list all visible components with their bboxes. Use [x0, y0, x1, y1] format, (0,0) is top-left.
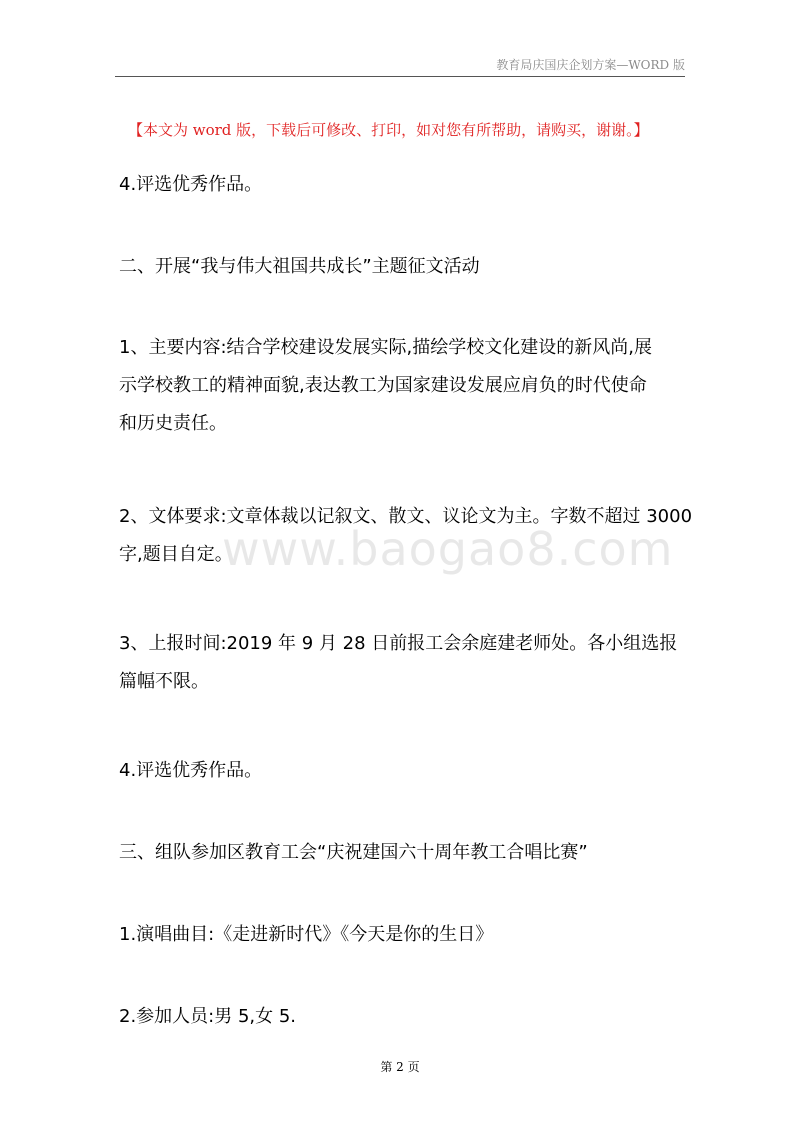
paragraph-item-4-select-works	[119, 166, 691, 204]
paragraph-line: 1、主要内容:结合学校建设发展实际,描绘学校文化建设的新风尚,展	[119, 337, 652, 358]
watermark-text: www.baogao8.com	[222, 522, 674, 576]
header-divider	[115, 76, 685, 77]
paragraph-line: 1.演唱曲目:《走进新时代》《今天是你的生日》	[119, 924, 494, 945]
purchase-notice: 【本文为 word 版，下载后可修改、打印，如对您有所帮助，请购买，谢谢。】	[128, 121, 649, 139]
paragraph-main-content	[119, 329, 691, 443]
page-number: 第 2 页	[380, 1060, 420, 1074]
paragraph-line: 2.参加人员:男 5,女 5.	[119, 1006, 297, 1027]
paragraph-submission-time	[119, 625, 691, 701]
section-heading-choir-contest	[119, 834, 691, 872]
paragraph-participants	[119, 998, 691, 1036]
paragraph-songs	[119, 916, 691, 954]
paragraph-style-requirements	[119, 498, 691, 574]
paragraph-line: 2、文体要求:文章体裁以记叙文、散文、议论文为主。字数不超过 3000	[119, 506, 693, 527]
paragraph-line: 4.评选优秀作品。	[119, 174, 263, 195]
paragraph-line: 篇幅不限。	[119, 671, 209, 692]
section-heading-essay-activity	[119, 248, 691, 286]
paragraph-line: 和历史责任。	[119, 413, 227, 434]
paragraph-item-4-select-works	[119, 752, 691, 790]
paragraph-line: 4.评选优秀作品。	[119, 760, 263, 781]
paragraph-line: 二、开展“我与伟大祖国共成长”主题征文活动	[119, 256, 480, 277]
paragraph-line: 字,题目自定。	[119, 544, 233, 565]
paragraph-line: 三、组队参加区教育工会“庆祝建国六十周年教工合唱比赛”	[119, 842, 588, 863]
page-header-title: 教育局庆国庆企划方案—WORD 版	[496, 58, 685, 72]
paragraph-line: 3、上报时间:2019 年 9 月 28 日前报工会余庭建老师处。各小组选报	[119, 633, 678, 654]
paragraph-line: 示学校教工的精神面貌,表达教工为国家建设发展应肩负的时代使命	[119, 375, 647, 396]
